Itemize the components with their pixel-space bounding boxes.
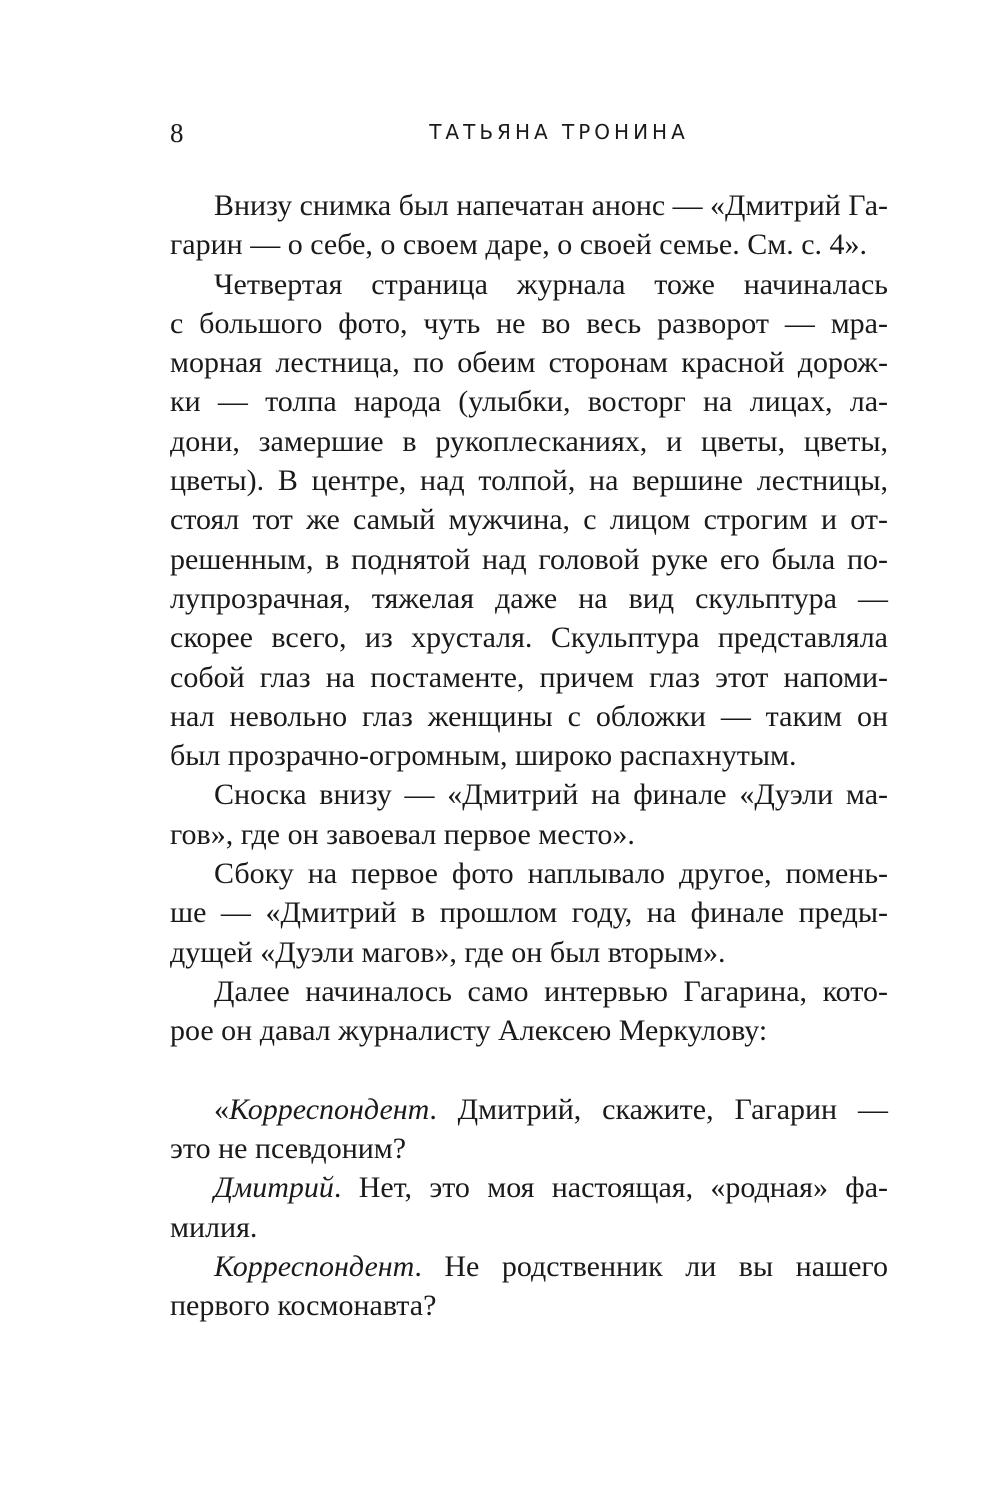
line-text: был прозрачно-огромным, широко распахнутым. [170, 739, 797, 773]
text-line [170, 579, 888, 618]
text-line [170, 775, 888, 814]
running-head [170, 118, 888, 152]
text-line [170, 893, 888, 932]
line-text: морная лестница, по обеим сторонам красной дорож- [170, 346, 888, 380]
speaker-name: Корреспондент [229, 1092, 430, 1126]
text-line [170, 854, 888, 893]
text-line [170, 972, 888, 1011]
text-line [170, 186, 888, 225]
line-text: ки — толпа народа (улыбки, восторг на лицах, ла- [170, 385, 888, 419]
blank-line [170, 1051, 888, 1090]
line-text: . Нет, это моя настоящая, «родная» фа- [333, 1171, 888, 1205]
text-line [170, 461, 888, 500]
line-text: дущей «Дуэли магов», где он был вторым». [170, 935, 726, 969]
line-text: рое он давал журналисту Алексею Меркулову: [170, 1014, 768, 1048]
line-text: стоял тот же самый мужчина, с лицом строгим и от- [170, 503, 888, 537]
line-text: решенным, в поднятой над головой руке его была по- [170, 542, 888, 576]
line-text: нал невольно глаз женщины с обложки — таким он [170, 699, 888, 733]
text-line [170, 225, 888, 264]
text-line [170, 304, 888, 343]
dialogue-line [170, 1286, 888, 1325]
dialogue-line [170, 1090, 888, 1129]
line-text: Сбоку на первое фото наплывало другое, помень- [214, 857, 888, 891]
dialogue-line [170, 1168, 888, 1207]
text-line [170, 500, 888, 539]
speaker-name: Дмитрий [214, 1171, 334, 1205]
line-text: дони, замершие в рукоплесканиях, и цветы, цветы, [170, 424, 888, 458]
text-line [170, 540, 888, 579]
line-text: гарин — о себе, о своем даре, о своей семье. См. с. 4». [170, 228, 868, 262]
running-title: ТАТЬЯНА ТРОНИНА [429, 120, 689, 144]
line-text: . Не родственник ли вы нашего [414, 1250, 888, 1284]
line-text: ше — «Дмитрий в прошлом году, на финале преды- [170, 896, 888, 930]
text-line [170, 933, 888, 972]
dialogue-line [170, 1129, 888, 1168]
line-text: это не псевдоним? [170, 1132, 407, 1166]
text-line [170, 1011, 888, 1050]
text-line [170, 265, 888, 304]
line-text: лупрозрачная, тяжелая даже на вид скульптура — [170, 581, 888, 615]
dialogue-line [170, 1208, 888, 1247]
line-text: Сноска внизу — «Дмитрий на финале «Дуэли ма- [214, 778, 888, 812]
text-line [170, 343, 888, 382]
text-line [170, 658, 888, 697]
line-text: милия. [170, 1210, 258, 1244]
line-text: собой глаз на постаменте, причем глаз этот напоми- [170, 660, 888, 694]
dialogue-line [170, 1247, 888, 1286]
line-text: скорее всего, из хрусталя. Скульптура представляла [170, 621, 888, 655]
line-text: Четвертая страница журнала тоже начиналась [214, 267, 888, 301]
text-line [170, 382, 888, 421]
speaker-name: Корреспондент [214, 1250, 415, 1284]
line-text: Внизу снимка был напечатан анонс — «Дмитрий Га- [214, 189, 888, 222]
body-text [170, 186, 888, 1326]
text-line [170, 422, 888, 461]
text-line [170, 815, 888, 854]
page-number: 8 [170, 118, 184, 148]
line-text: с большого фото, чуть не во весь разворот — мра- [170, 306, 888, 340]
line-text: первого космонавта? [170, 1289, 437, 1323]
quote-mark: « [214, 1092, 229, 1126]
text-line [170, 736, 888, 775]
text-line [170, 697, 888, 736]
line-text: . Дмитрий, скажите, Гагарин — [429, 1092, 888, 1126]
text-line [170, 618, 888, 657]
line-text: Далее начиналось само интервью Гагарина, кото- [214, 974, 888, 1008]
line-text: цветы). В центре, над толпой, на вершине лестницы, [170, 464, 888, 498]
line-text: гов», где он завоевал первое место». [170, 817, 635, 851]
